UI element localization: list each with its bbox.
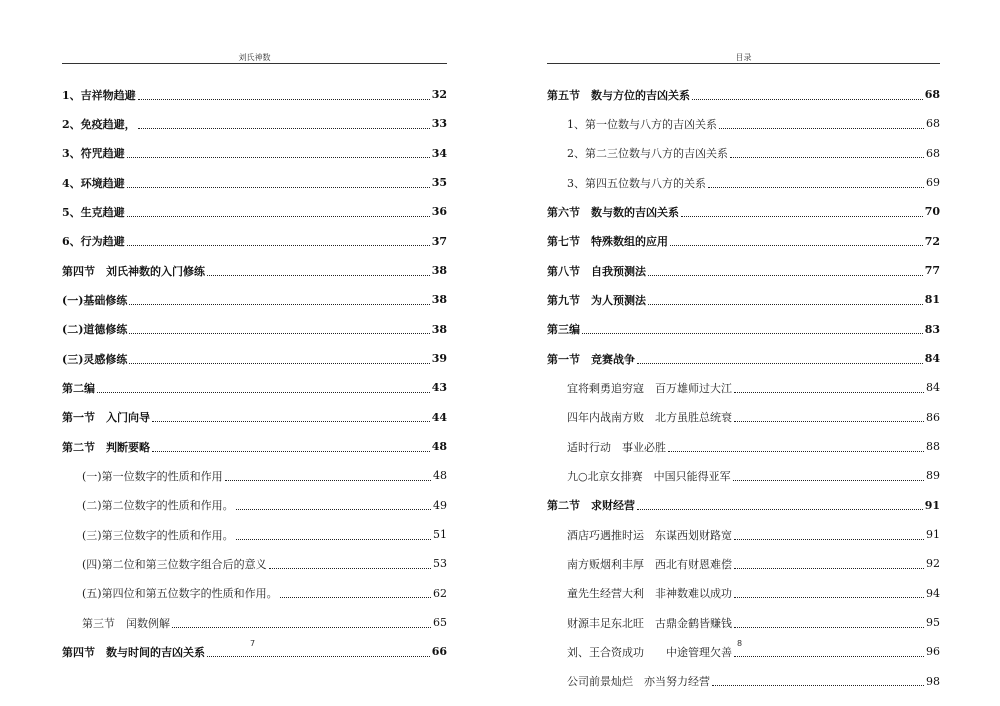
toc-entry-page: 70 [924, 205, 940, 219]
toc-entry-title: 5、生克趋避 [62, 205, 125, 219]
dot-leader [129, 324, 429, 334]
toc-entry-title: 适时行动 事业必胜 [567, 440, 666, 454]
toc-entry-page: 94 [926, 586, 940, 600]
toc-entry-page: 51 [433, 528, 447, 542]
dot-leader [681, 207, 923, 217]
toc-entry-page: 53 [433, 557, 447, 571]
toc-entry-title: 6、行为趋避 [62, 235, 125, 249]
toc-entry-page: 88 [926, 440, 940, 454]
toc-entry[interactable] [547, 227, 940, 256]
toc-entry-title: 2、第二三位数与八方的吉凶关系 [567, 147, 728, 161]
toc-entry[interactable] [547, 667, 940, 696]
toc-entry-page: 72 [924, 234, 940, 248]
dot-leader [236, 530, 431, 540]
toc-entry-title: 第三编 [547, 323, 580, 337]
toc-entry-title: 第七节 特殊数组的应用 [547, 235, 668, 249]
toc-entry[interactable] [547, 579, 940, 608]
toc-entry-title: (二)第二位数字的性质和作用。 [82, 499, 234, 513]
toc-entry-page: 68 [926, 146, 940, 160]
dot-leader [280, 588, 431, 598]
dot-leader [648, 266, 923, 276]
toc-entry[interactable] [62, 432, 447, 461]
dot-leader [734, 647, 924, 657]
toc-entry-title: 第一节 入门向导 [62, 411, 150, 425]
toc-entry-page: 89 [926, 469, 940, 483]
dot-leader [734, 412, 924, 422]
dot-leader [138, 119, 430, 129]
toc-entry-title: (一)第一位数字的性质和作用 [82, 469, 223, 483]
toc-entry-page: 36 [431, 205, 447, 219]
toc-entry[interactable] [547, 432, 940, 461]
toc-entry-page: 33 [431, 117, 447, 131]
dot-leader [670, 236, 923, 246]
toc-entry[interactable] [547, 80, 940, 109]
dot-leader [129, 354, 429, 364]
dot-leader [730, 148, 924, 158]
toc-entry[interactable] [62, 80, 447, 109]
toc-entry[interactable] [62, 461, 447, 490]
toc-entry[interactable] [62, 109, 447, 138]
toc-entry-title: (五)第四位和第五位数字的性质和作用。 [82, 587, 278, 601]
toc-entry[interactable] [547, 315, 940, 344]
toc-entry[interactable] [62, 139, 447, 168]
toc-entry-title: 3、符咒趋避 [62, 147, 125, 161]
toc-entry[interactable] [62, 256, 447, 285]
dot-leader [582, 324, 923, 334]
toc-entry-page: 38 [431, 293, 447, 307]
toc-entry-page: 81 [924, 293, 940, 307]
toc-entry-page: 62 [433, 586, 447, 600]
page-number: 7 [250, 639, 256, 648]
toc-entry[interactable] [547, 109, 940, 138]
dot-leader [138, 90, 430, 100]
dot-leader [734, 559, 924, 569]
dot-leader [127, 148, 430, 158]
toc-entry-title: (二)道德修练 [62, 323, 128, 337]
toc-entry[interactable] [62, 315, 447, 344]
dot-leader [207, 266, 430, 276]
toc-entry[interactable] [547, 403, 940, 432]
toc-entry-title: 南方贩烟利丰厚 西北有财恩难偿 [567, 557, 732, 571]
dot-leader [637, 354, 923, 364]
toc-entry-page: 38 [431, 322, 447, 336]
toc-entry-title: 4、环境趋避 [62, 176, 125, 190]
toc-entry-page: 65 [433, 616, 447, 630]
toc-entry[interactable] [62, 285, 447, 314]
toc-entry-page: 49 [433, 498, 447, 512]
toc-entry[interactable] [547, 520, 940, 549]
toc-entry-title: 3、第四五位数与八方的关系 [567, 176, 706, 190]
toc-entry-page: 38 [431, 264, 447, 278]
page-header: 目录 [735, 53, 752, 62]
toc-entry[interactable] [62, 491, 447, 520]
toc-entry-title: (三)灵感修练 [62, 352, 128, 366]
toc-entry[interactable] [62, 168, 447, 197]
toc-entry[interactable] [547, 491, 940, 520]
toc-entry-page: 83 [924, 322, 940, 336]
toc-entry-page: 68 [924, 88, 940, 102]
toc-entry-title: 宜将剩勇追穷寇 百万雄师过大江 [567, 381, 732, 395]
toc-entry-title: 第九节 为人预测法 [547, 293, 646, 307]
toc-entry-title: 第四节 刘氏神数的入门修练 [62, 264, 205, 278]
toc-entry-title: 第五节 数与方位的吉凶关系 [547, 88, 690, 102]
toc-entry[interactable] [547, 637, 940, 666]
toc-entry-page: 68 [926, 117, 940, 131]
toc-entry[interactable] [547, 608, 940, 637]
dot-leader [152, 442, 430, 452]
toc-entry[interactable] [62, 344, 447, 373]
toc-entry[interactable] [547, 197, 940, 226]
toc-entry-title: 第二编 [62, 381, 95, 395]
toc-entry[interactable] [547, 549, 940, 578]
toc-entry-title: 第一节 竞赛战争 [547, 352, 635, 366]
toc-entry-title: 财源丰足东北旺 古鼎金鹤皆赚钱 [567, 616, 732, 630]
dot-leader [127, 178, 430, 188]
dot-leader [97, 383, 430, 393]
dot-leader [637, 500, 923, 510]
toc-entry-page: 35 [431, 176, 447, 190]
toc-entry-page: 37 [431, 234, 447, 248]
toc-entry[interactable] [547, 285, 940, 314]
dot-leader [127, 207, 430, 217]
toc-entry[interactable] [62, 227, 447, 256]
toc-entry[interactable] [547, 344, 940, 373]
page-header: 刘氏神数 [238, 53, 271, 62]
toc-entry-title: 九○北京女排赛 中国只能得亚军 [567, 469, 731, 483]
toc-entry-page: 34 [431, 146, 447, 160]
toc-entry-title: (三)第三位数字的性质和作用。 [82, 528, 234, 542]
dot-leader [712, 676, 924, 686]
dot-leader [692, 90, 923, 100]
toc-entry-page: 96 [926, 645, 940, 659]
toc-entry-title: 第六节 数与数的吉凶关系 [547, 205, 679, 219]
toc-entry-page: 43 [431, 381, 447, 395]
toc-entry-page: 48 [431, 440, 447, 454]
toc-entry-title: 第三节 闰数例解 [82, 616, 170, 630]
toc-entry-page: 44 [431, 410, 447, 424]
toc-entry-title: 童先生经营大利 非神数难以成功 [567, 587, 732, 601]
toc-entry[interactable] [62, 579, 447, 608]
toc-entry-title: 1、吉祥物趋避 [62, 88, 136, 102]
dot-leader [152, 412, 430, 422]
toc-entry[interactable] [62, 549, 447, 578]
toc-entry-page: 32 [431, 88, 447, 102]
toc-entry-page: 84 [926, 381, 940, 395]
toc-entry[interactable] [62, 373, 447, 402]
toc-entry[interactable] [62, 403, 447, 432]
toc-entry-page: 91 [924, 498, 940, 512]
dot-leader [733, 471, 924, 481]
toc-entry[interactable] [547, 373, 940, 402]
dot-leader [225, 471, 431, 481]
toc-entry-page: 92 [926, 557, 940, 571]
dot-leader [269, 559, 431, 569]
toc-entry-page: 39 [431, 352, 447, 366]
toc-entry-title: (一)基础修练 [62, 293, 128, 307]
toc-entry-page: 91 [926, 528, 940, 542]
toc-entry-title: 酒店巧遇推时运 东谋西划财路宽 [567, 528, 732, 542]
dot-leader [648, 295, 923, 305]
toc-entry-page: 77 [924, 264, 940, 278]
toc-entry-title: 第二节 求财经营 [547, 499, 635, 513]
dot-leader [127, 236, 430, 246]
toc-entry-title: 第八节 自我预测法 [547, 264, 646, 278]
page-number: 8 [737, 639, 743, 648]
right-page [500, 0, 1000, 706]
header-divider [62, 63, 447, 64]
dot-leader [708, 178, 924, 188]
dot-leader [129, 295, 429, 305]
toc-entry-title: 2、免疫趋避， [62, 117, 136, 131]
dot-leader [172, 618, 431, 628]
dot-leader [719, 119, 924, 129]
toc-entry-page: 84 [924, 352, 940, 366]
toc-entry[interactable] [547, 139, 940, 168]
toc-entry[interactable] [547, 461, 940, 490]
toc-entry-title: (四)第二位和第三位数字组合后的意义 [82, 557, 267, 571]
table-of-contents [62, 80, 447, 667]
toc-entry-page: 95 [926, 616, 940, 630]
toc-entry[interactable] [62, 520, 447, 549]
toc-entry-title: 第四节 数与时间的吉凶关系 [62, 645, 205, 659]
toc-entry[interactable] [62, 197, 447, 226]
toc-entry-page: 98 [926, 674, 940, 688]
header-divider [547, 63, 940, 64]
toc-entry[interactable] [62, 608, 447, 637]
dot-leader [734, 588, 924, 598]
dot-leader [668, 442, 924, 452]
toc-entry-title: 1、第一位数与八方的吉凶关系 [567, 117, 717, 131]
toc-entry-title: 第二节 判断要略 [62, 440, 150, 454]
toc-entry-page: 66 [431, 645, 447, 659]
toc-entry-page: 48 [433, 469, 447, 483]
toc-entry-title: 四年内战南方败 北方虽胜总统衰 [567, 411, 732, 425]
toc-entry[interactable] [547, 256, 940, 285]
toc-entry-page: 86 [926, 410, 940, 424]
dot-leader [734, 530, 924, 540]
dot-leader [734, 618, 924, 628]
toc-entry-title: 公司前景灿烂 亦当努力经营 [567, 675, 710, 689]
toc-entry-page: 69 [926, 176, 940, 190]
dot-leader [236, 500, 431, 510]
toc-entry[interactable] [547, 168, 940, 197]
toc-entry-title: 刘、王合资成功 中途管理欠善 [567, 645, 732, 659]
dot-leader [734, 383, 924, 393]
table-of-contents [547, 80, 940, 696]
dot-leader [207, 647, 430, 657]
